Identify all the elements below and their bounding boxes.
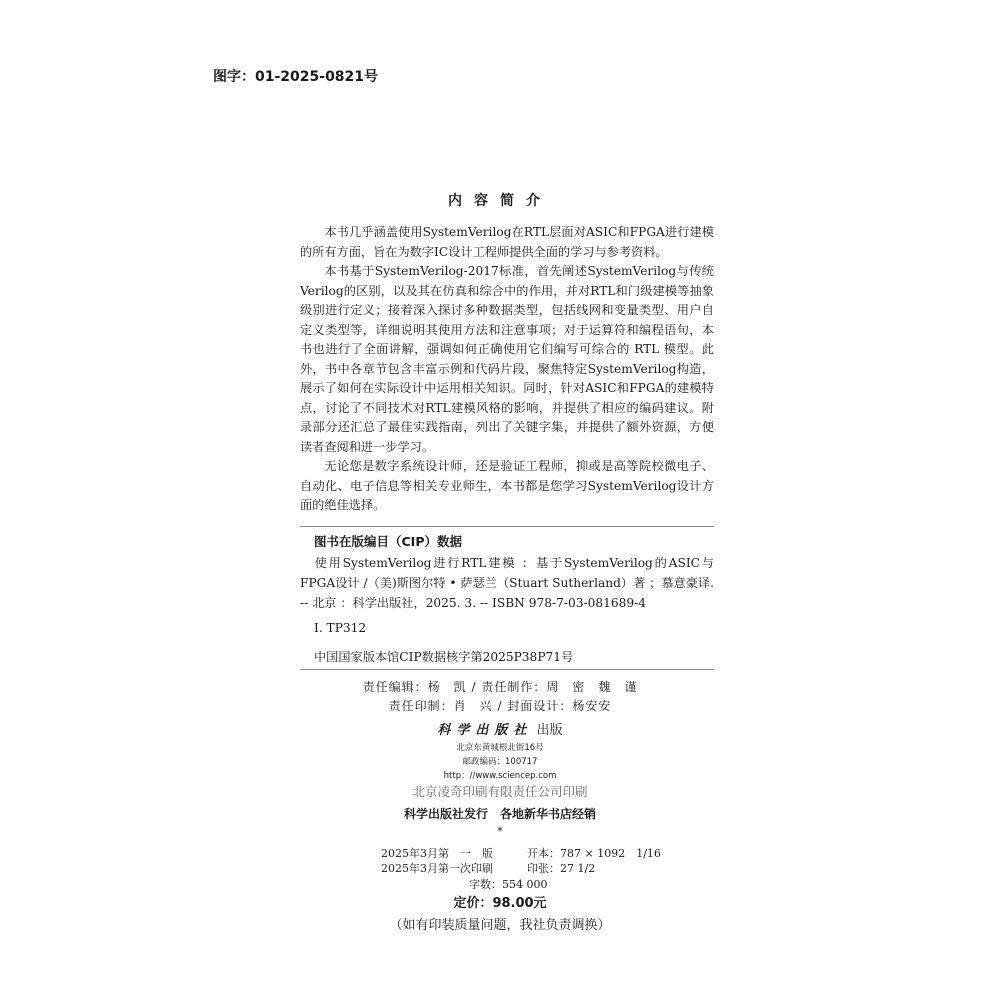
publisher-suffix: 出版 — [536, 723, 563, 738]
edition: 2025年3月第 一 版 — [381, 847, 493, 860]
quality-note: （如有印装质量问题，我社负责调换） — [389, 918, 611, 933]
publisher-line — [0, 719, 1000, 738]
summary-paragraph: 本书几乎涵盖使用SystemVerilog在RTL层面对ASIC和FPGA进行建模的所有方面，旨在为数字IC设计工程师提供全面的学习与参考资料。 — [300, 225, 714, 259]
divider — [300, 669, 714, 670]
sheets: 印张：27 1/2 — [527, 862, 596, 875]
registration-number: 图字：01-2025-0821号 — [213, 69, 379, 85]
format: 开本：787 × 1092 1/16 — [527, 847, 661, 860]
credits-editor: 责任编辑：杨 凯 / 责任制作：周 密 魏 谨 — [362, 680, 638, 694]
summary-title: 内容简介 — [448, 193, 552, 209]
summary-paragraph: 无论您是数字系统设计师，还是验证工程师，抑或是高等院校微电子、自动化、电子信息等相关专业师生，本书都是您学习SystemVerilog设计方面的绝佳选择。 — [300, 459, 714, 512]
summary-paragraph: 本书基于SystemVerilog-2017标准，首先阐述SystemVerilog与传统Verilog的区别，以及其在仿真和综合中的作用，并对RTL和门级建模等抽象级别进行定义；接着深入探讨多种数据类型，包括线网和变量类型、用户自定义类型等，详细说明其使用方法和注意事项；对于运算符和编程语句，本书也进行了全面讲解，强调如何正确使用它们编写可综合的 RTL 模型。此外，书中各章节包含丰富示例和代码片段，聚焦特定SystemVerilog构造，展示了如何在实际设计中运用相关知识。同时，针对ASIC和FPGA的建模特点，讨论了不同技术对RTL建模风格的影响，并提供了相应的编码建议。附录部分还汇总了最佳实践指南，列出了关键字集，并提供了额外资源，方便读者查阅和进一步学习。 — [300, 264, 714, 454]
printer: 北京凌奇印刷有限责任公司印刷 — [412, 784, 588, 799]
credits-print: 责任印制：肖 兴 / 封面设计：杨安安 — [388, 699, 612, 713]
publisher-postcode: 邮政编码：100717 — [462, 757, 538, 767]
distribution: 科学出版社发行 各地新华书店经销 — [403, 807, 596, 821]
publisher-name: 科学出版社 — [437, 723, 533, 738]
publisher-address: 北京东黄城根北街16号 — [456, 743, 544, 753]
cip-verification: 中国国家版本馆CIP数据核字第2025P38P71号 — [314, 650, 574, 664]
cip-classification: Ⅰ. TP312 — [314, 621, 367, 635]
cip-record: 使用SystemVerilog进行RTL建模 ：基于SystemVerilog的ASIC与FPGA设计 /（美)斯图尔特 • 萨瑟兰（Stuart Sutherland）著 ；慕意豪译. -- 北京 ：科学出版社，2025. 3. -- ISBN 978-7-03-081689-4 — [300, 556, 714, 610]
summary-text — [300, 223, 714, 516]
cip-heading: 图书在版编目（CIP）数据 — [314, 534, 462, 549]
separator-star: * — [497, 825, 503, 838]
word-count: 字数：554 000 — [469, 878, 548, 891]
price: 定价：98.00元 — [453, 896, 547, 911]
printing: 2025年3月第一次印刷 — [381, 862, 493, 875]
divider — [300, 526, 714, 527]
publisher-website: http：//www.sciencep.com — [443, 771, 557, 781]
